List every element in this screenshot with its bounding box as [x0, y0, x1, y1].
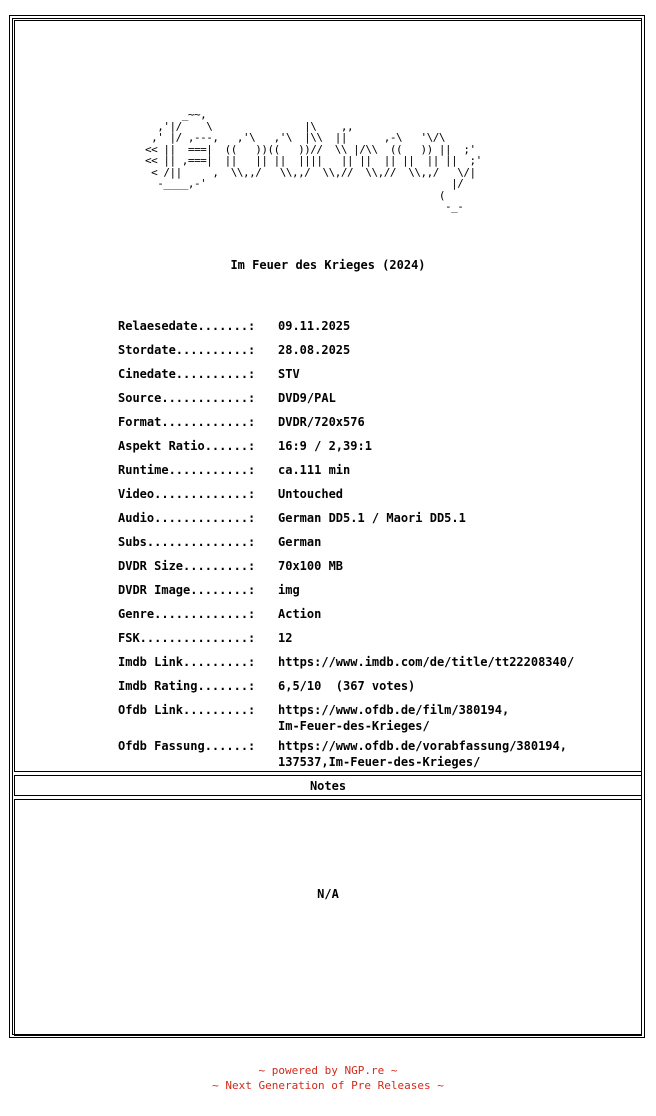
info-key: Cinedate..........: [118, 367, 256, 381]
notes-header [14, 775, 642, 796]
info-value: DVD9/PAL [278, 391, 336, 405]
info-value: 70x100 MB [278, 559, 344, 573]
info-row [118, 738, 574, 774]
info-value: DVDR/720x576 [278, 415, 365, 429]
release-info-list [118, 318, 574, 774]
nfo-main-panel [14, 20, 642, 772]
info-row [118, 630, 574, 654]
info-value: 09.11.2025 [278, 319, 351, 333]
info-row [118, 390, 574, 414]
info-row [118, 462, 574, 486]
info-key: Ofdb Fassung......: [118, 739, 256, 753]
info-value: img [278, 583, 300, 597]
info-key: Imdb Link.........: [118, 655, 256, 669]
info-key: DVDR Image........: [118, 583, 256, 597]
info-row [118, 486, 574, 510]
release-title: Im Feuer des Krieges (2024) [230, 258, 426, 272]
info-row [118, 318, 574, 342]
info-value: STV [278, 367, 300, 381]
notes-label: Notes [309, 779, 347, 793]
info-row [118, 510, 574, 534]
info-key: Video.............: [118, 487, 256, 501]
info-key: Aspekt Ratio......: [118, 439, 256, 453]
info-key: Relaesedate.......: [118, 319, 256, 333]
info-row [118, 534, 574, 558]
info-key: Ofdb Link.........: [118, 703, 256, 717]
info-value: 6,5/10 (367 votes) [278, 679, 416, 693]
info-value: German DD5.1 / Maori DD5.1 [278, 511, 466, 525]
info-key: Genre.............: [118, 607, 256, 621]
info-value[interactable]: https://www.imdb.com/de/title/tt22208340/ [278, 655, 575, 669]
info-key: FSK...............: [118, 631, 256, 645]
info-key: Source............: [118, 391, 256, 405]
info-row [118, 606, 574, 630]
info-key: Format............: [118, 415, 256, 429]
info-value: Untouched [278, 487, 344, 501]
info-row [118, 438, 574, 462]
info-key: Audio.............: [118, 511, 256, 525]
info-row [118, 558, 574, 582]
notes-text: N/A [317, 887, 339, 901]
info-value: 12 [278, 631, 293, 645]
info-row [118, 342, 574, 366]
info-row [118, 702, 574, 738]
info-value: 28.08.2025 [278, 343, 351, 357]
info-value[interactable]: https://www.ofdb.de/vorabfassung/380194, 137537,Im-Feuer-des-Krieges/ [278, 739, 567, 769]
footer-powered-by[interactable]: ~ powered by NGP.re ~ [258, 1064, 398, 1077]
footer-tagline: ~ Next Generation of Pre Releases ~ [212, 1079, 444, 1092]
info-key: Imdb Rating.......: [118, 679, 256, 693]
info-row [118, 678, 574, 702]
ascii-logo: _~~, ,'|/ \ |\ ,, ,' |/ ,---, ,'\ ,'\ |\\ || ,-\ '\/\ << || ===| (( ))(( ))// \\ |/\\ (( )) || ;' << || ,===| || || || |||| || || || || || || ;' < /|| , \\,,/ \\,,/ \\,// \\,// \\,,/ \/| -____,-' |/ ( -_- [145, 108, 482, 213]
info-row [118, 366, 574, 390]
info-value: 16:9 / 2,39:1 [278, 439, 372, 453]
info-key: Runtime...........: [118, 463, 256, 477]
info-value: Action [278, 607, 322, 621]
info-row [118, 414, 574, 438]
info-key: Subs..............: [118, 535, 256, 549]
notes-panel [14, 799, 642, 1036]
info-value[interactable]: https://www.ofdb.de/film/380194, Im-Feuer-des-Krieges/ [278, 703, 510, 733]
info-key: Stordate..........: [118, 343, 256, 357]
info-row [118, 654, 574, 678]
info-value: German [278, 535, 322, 549]
info-key: DVDR Size.........: [118, 559, 256, 573]
info-value: ca.111 min [278, 463, 351, 477]
info-row [118, 582, 574, 606]
